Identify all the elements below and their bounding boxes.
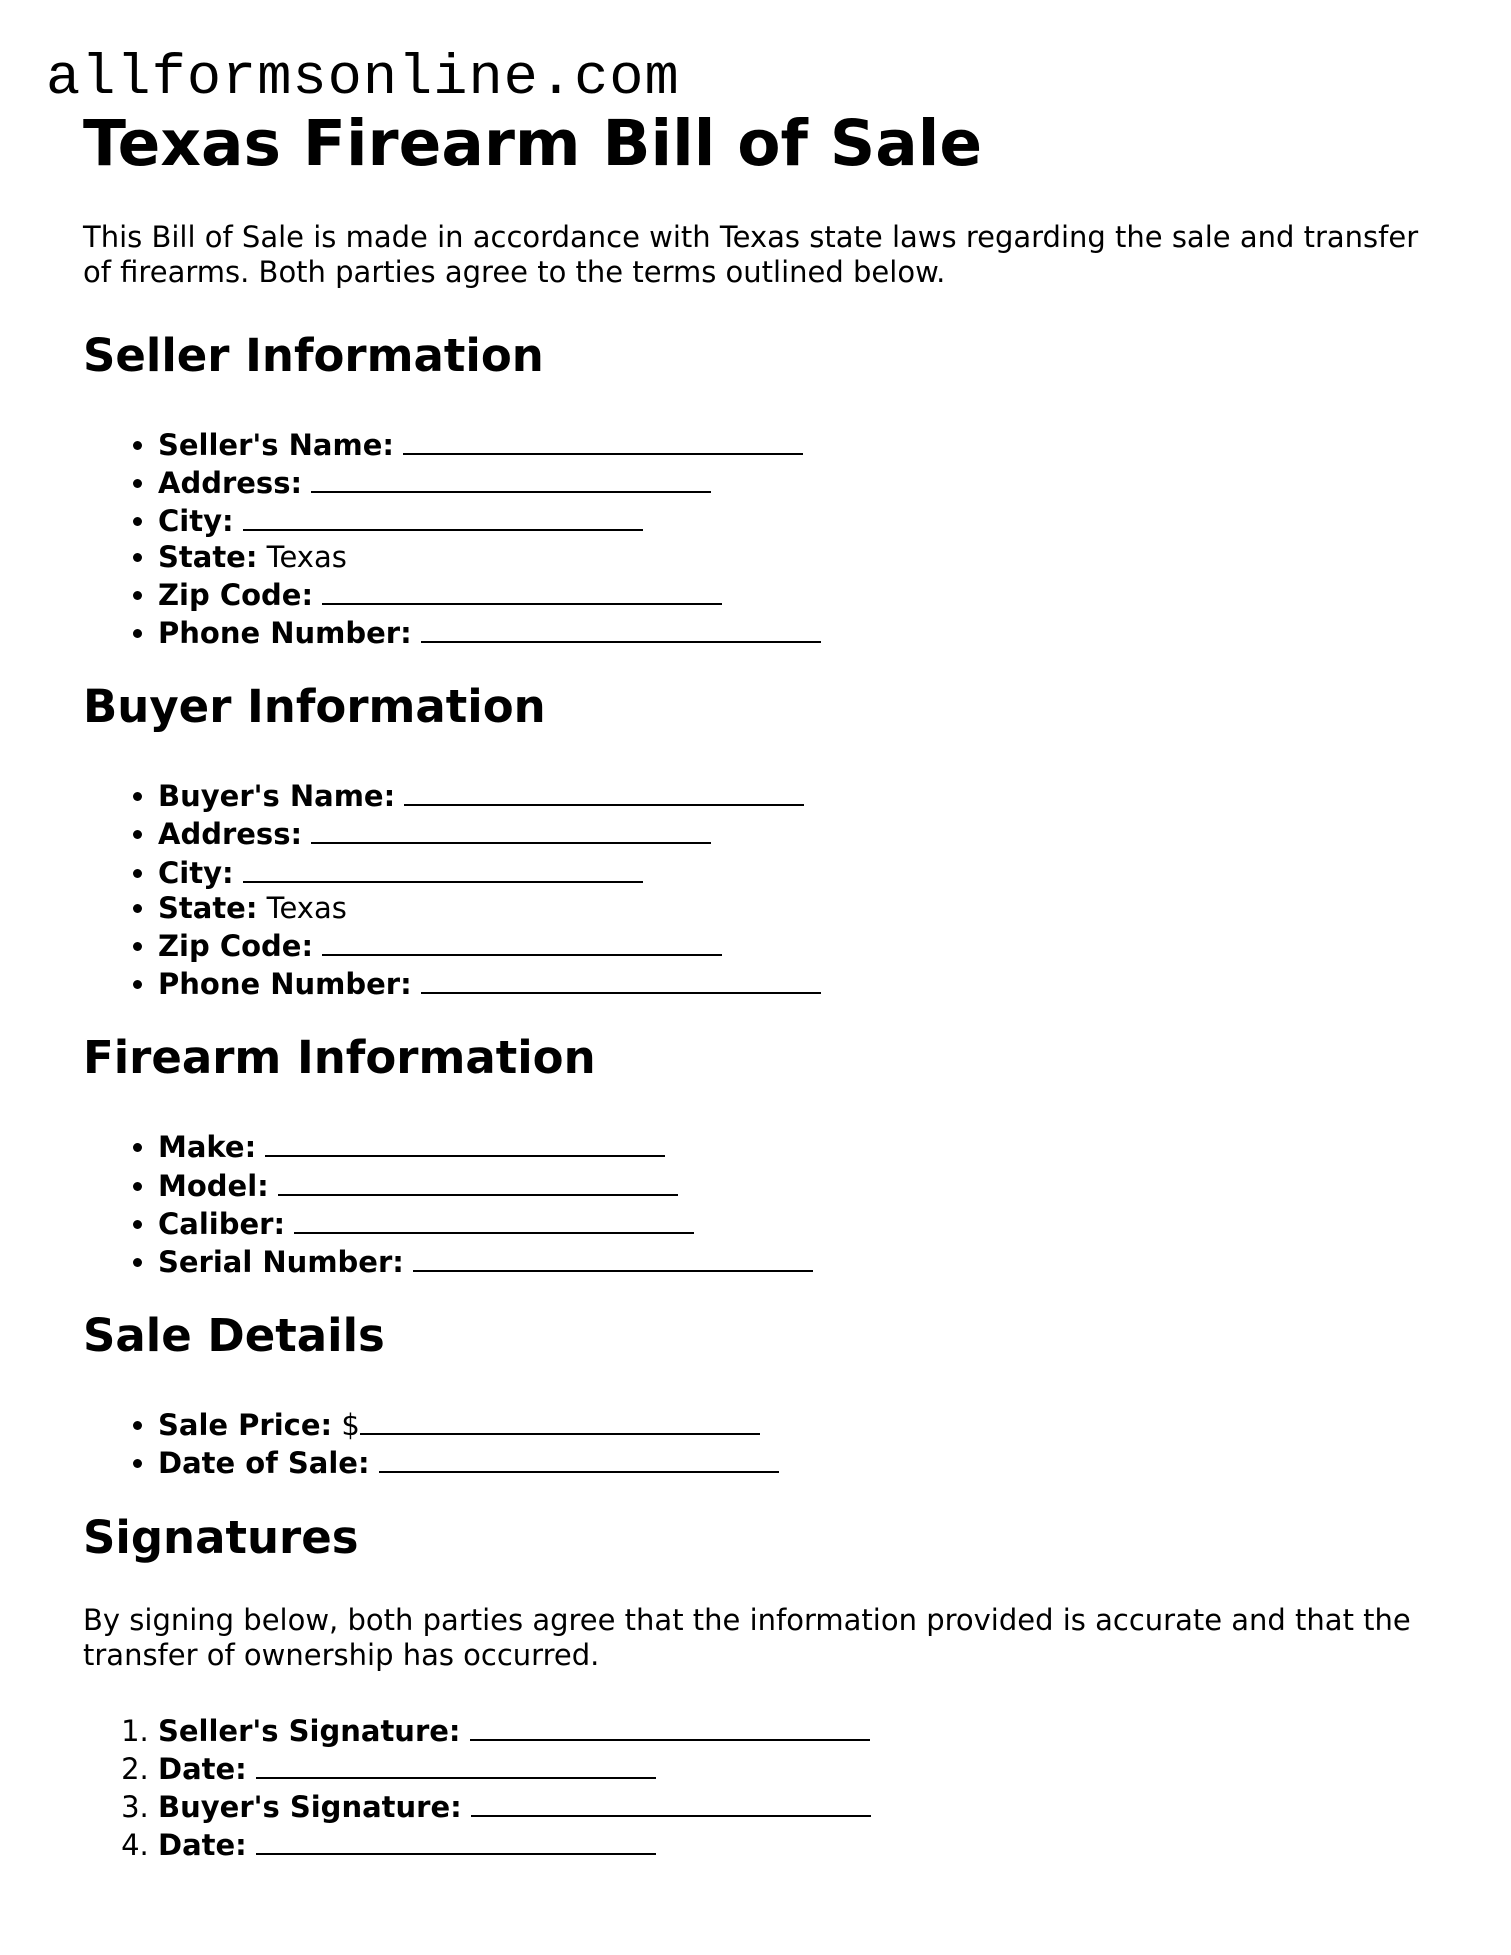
buyer-section-heading: Buyer Information [83, 680, 546, 734]
seller-city-blank[interactable] [243, 501, 643, 531]
buyer-name-blank[interactable] [404, 776, 804, 806]
buyer-fields-list [83, 776, 1423, 1002]
seller-section-heading: Seller Information [83, 329, 544, 382]
signatures-section-heading: Signatures [83, 1510, 359, 1564]
buyer-state-value: Texas [266, 890, 347, 925]
sale-section-heading: Sale Details [83, 1309, 385, 1363]
watermark: allformsonline.com [46, 47, 680, 111]
buyer-signature-date-field [158, 1825, 1423, 1863]
field-label: Model: [158, 1168, 269, 1203]
seller-city-field [158, 501, 1423, 539]
seller-zip-blank[interactable] [322, 575, 722, 605]
firearm-caliber-blank[interactable] [294, 1204, 694, 1234]
buyer-zip-blank[interactable] [322, 926, 722, 956]
page-title: Texas Firearm Bill of Sale [83, 107, 983, 180]
buyer-state-field [158, 891, 1423, 926]
firearm-serial-blank[interactable] [413, 1242, 813, 1272]
sale-date-field [158, 1443, 1423, 1481]
seller-address-blank[interactable] [311, 463, 711, 493]
field-label: Caliber: [158, 1206, 286, 1241]
firearm-serial-field [158, 1242, 1423, 1280]
seller-signature-blank[interactable] [470, 1711, 870, 1741]
buyer-address-blank[interactable] [311, 814, 711, 844]
field-label: Phone Number: [158, 616, 412, 651]
seller-name-field [158, 425, 1423, 463]
field-label: Serial Number: [158, 1245, 404, 1280]
seller-signature-field [158, 1711, 1423, 1749]
firearm-section-heading: Firearm Information [83, 1031, 596, 1085]
field-label: State: [158, 890, 258, 925]
buyer-phone-field [158, 964, 1423, 1002]
firearm-make-blank[interactable] [265, 1127, 665, 1157]
firearm-caliber-field [158, 1204, 1423, 1242]
field-label: City: [158, 855, 234, 890]
field-label: Sale Price: [158, 1408, 333, 1443]
field-label: Date: [158, 1751, 247, 1786]
firearm-model-field [158, 1166, 1423, 1204]
seller-state-field [158, 540, 1423, 575]
buyer-date-blank[interactable] [256, 1825, 656, 1855]
seller-zip-field [158, 575, 1423, 613]
seller-phone-field [158, 613, 1423, 651]
field-label: State: [158, 539, 258, 574]
seller-signature-date-field [158, 1749, 1423, 1787]
buyer-name-field [158, 776, 1423, 814]
field-label: Address: [158, 817, 303, 852]
sale-price-field [158, 1405, 1423, 1443]
seller-fields-list [83, 425, 1423, 651]
field-label: Phone Number: [158, 967, 412, 1002]
sale-price-blank[interactable] [360, 1405, 760, 1435]
seller-phone-blank[interactable] [421, 613, 821, 643]
firearm-model-blank[interactable] [278, 1166, 678, 1196]
signatures-intro: By signing below, both parties agree that the information provided is accurate and that the transfer of ownership has occurred. [83, 1602, 1411, 1672]
field-label: Make: [158, 1130, 257, 1165]
seller-address-field [158, 463, 1423, 501]
field-label: Date: [158, 1828, 247, 1863]
intro-paragraph: This Bill of Sale is made in accordance with Texas state laws regarding the sale and transfer of firearms. Both parties agree to the terms outlined below. [83, 220, 1419, 289]
buyer-city-field [158, 853, 1423, 891]
sale-date-blank[interactable] [379, 1443, 779, 1473]
buyer-phone-blank[interactable] [421, 964, 821, 994]
sale-fields-list [83, 1405, 1423, 1481]
seller-date-blank[interactable] [256, 1749, 656, 1779]
buyer-city-blank[interactable] [243, 853, 643, 883]
field-label: Date of Sale: [158, 1446, 370, 1481]
buyer-signature-blank[interactable] [471, 1787, 871, 1817]
field-label: Zip Code: [158, 929, 314, 964]
field-label: Seller's Signature: [158, 1713, 461, 1748]
firearm-fields-list [83, 1127, 1423, 1280]
field-label: Seller's Name: [158, 428, 394, 462]
currency-prefix: $ [341, 1408, 360, 1443]
seller-name-blank[interactable] [403, 425, 803, 455]
bill-of-sale-form [83, 106, 1423, 1863]
field-label: Buyer's Name: [158, 779, 396, 814]
field-label: Address: [158, 466, 303, 501]
buyer-signature-field [158, 1787, 1423, 1825]
signature-fields-list [83, 1711, 1423, 1864]
buyer-zip-field [158, 926, 1423, 964]
seller-state-value: Texas [266, 539, 347, 574]
field-label: Zip Code: [158, 577, 314, 612]
field-label: Buyer's Signature: [158, 1790, 462, 1825]
field-label: City: [158, 504, 234, 539]
buyer-address-field [158, 814, 1423, 852]
firearm-make-field [158, 1127, 1423, 1165]
